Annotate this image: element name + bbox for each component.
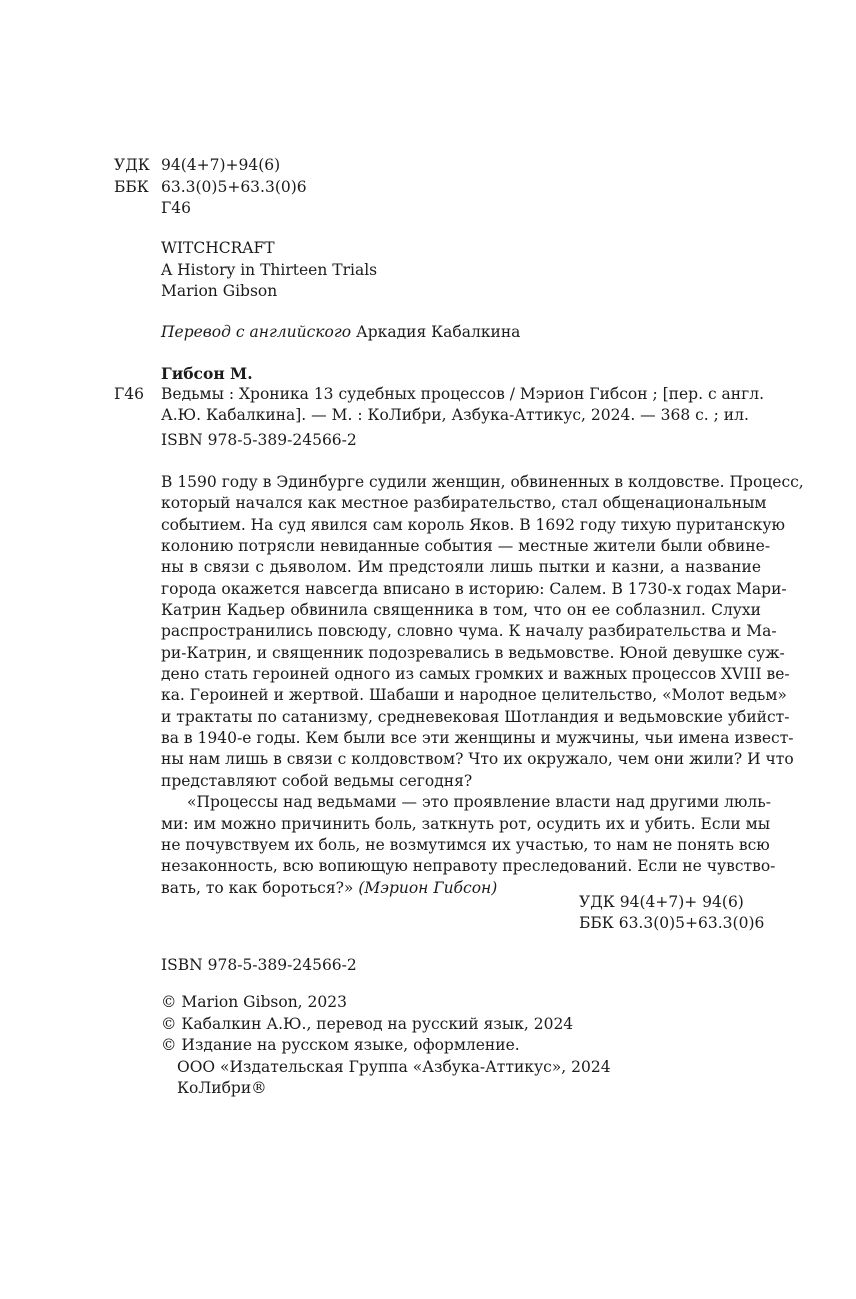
catalog-isbn: ISBN 978-5-389-24566-2 <box>161 431 357 449</box>
annotation-line: дено стать героиней одного из самых громких и важных процессов XVIII ве- <box>161 665 790 684</box>
annotation-line: колонию потрясли невиданные события — местные жители были обвине- <box>161 537 771 556</box>
quote-end: вать, то как бороться?» <box>161 878 354 897</box>
translation-prefix: Перевод с английского <box>161 323 352 341</box>
annotation-line: ны в связи с дьяволом. Им предстояли лишь пытки и казни, а название <box>161 558 761 577</box>
publisher-line: ООО «Издательская Группа «Азбука-Аттикус», 2024 <box>177 1057 611 1076</box>
udk-label: УДК <box>114 156 150 174</box>
bottom-udk: УДК 94(4+7)+ 94(6) <box>579 893 744 911</box>
translation-credit <box>161 322 520 343</box>
annotation-line: распространились повсюду, словно чума. К началу разбирательства и Ма- <box>161 622 777 641</box>
imprint-line: КоЛибри® <box>177 1079 267 1097</box>
author-mark: Г46 <box>161 199 191 217</box>
annotation <box>161 472 804 899</box>
annotation-line: ны нам лишь в связи с колдовством? Что их окружало, чем они жили? И что <box>161 750 794 769</box>
original-author: Marion Gibson <box>161 282 278 300</box>
annotation-line: событием. На суд явился сам король Яков. В 1692 году тихую пуританскую <box>161 515 785 534</box>
annotation-line: ри-Катрин, и священник подозревались в ведьмовстве. Юной девушке суж- <box>161 643 785 662</box>
annotation-line: не почувствуем их боль, не возмутимся их участью, то нам не понять всю <box>161 835 770 854</box>
translator-name: Аркадия Кабалкина <box>356 323 521 341</box>
annotation-line: представляют собой ведьмы сегодня? <box>161 771 473 790</box>
bottom-isbn: ISBN 978-5-389-24566-2 <box>161 956 357 974</box>
bottom-bbk: ББК 63.3(0)5+63.3(0)6 <box>579 914 765 932</box>
catalog-description <box>161 384 765 427</box>
copyright-line: © Кабалкин А.Ю., перевод на русский язык, 2024 <box>161 1014 574 1033</box>
catalog-mark: Г46 <box>114 385 144 403</box>
copyright-line: © Marion Gibson, 2023 <box>161 993 347 1011</box>
annotation-line: «Процессы над ведьмами — это проявление власти над другими люль- <box>187 793 771 812</box>
bbk-value: 63.3(0)5+63.3(0)6 <box>161 178 307 196</box>
annotation-paragraph-2 <box>161 792 776 899</box>
annotation-line: и трактаты по сатанизму, средневековая Шотландия и ведьмовские убийст- <box>161 707 790 726</box>
annotation-line: Катрин Кадьер обвинила священника в том, что он ее соблазнил. Слухи <box>161 601 761 620</box>
catalog-line: А.Ю. Кабалкина]. — М. : КоЛибри, Азбука-Аттикус, 2024. — 368 с. ; ил. <box>161 406 749 425</box>
udk-value: 94(4+7)+94(6) <box>161 156 281 174</box>
annotation-line: города окажется навсегда вписано в историю: Салем. В 1730-х годах Мари- <box>161 579 787 598</box>
bbk-label: ББК <box>114 178 149 196</box>
annotation-line: который начался как местное разбирательство, стал общенациональным <box>161 494 767 513</box>
annotation-line: ми: им можно причинить боль, заткнуть рот, осудить их и убить. Если мы <box>161 814 771 833</box>
copyright-line: © Издание на русском языке, оформление. <box>161 1036 520 1054</box>
annotation-line: незаконность, всю вопиющую неправоту преследований. Если не чувство- <box>161 857 776 876</box>
annotation-line: ка. Героиней и жертвой. Шабаши и народное целительство, «Молот ведьм» <box>161 686 787 705</box>
annotation-paragraph-1 <box>161 472 804 792</box>
original-subtitle: A History in Thirteen Trials <box>161 261 378 279</box>
copyright-block <box>161 992 611 1100</box>
catalog-heading: Гибсон М. <box>161 364 253 383</box>
annotation-line: В 1590 году в Эдинбурге судили женщин, обвиненных в колдовстве. Процесс, <box>161 473 804 491</box>
quote-attribution: (Мэрион Гибсон) <box>358 878 498 897</box>
original-title: WITCHCRAFT <box>161 239 275 257</box>
catalog-line: Ведьмы : Хроника 13 судебных процессов / Мэрион Гибсон ; [пер. с англ. <box>161 385 765 403</box>
annotation-line: ва в 1940-е годы. Кем были все эти женщины и мужчины, чьи имена извест- <box>161 729 794 748</box>
